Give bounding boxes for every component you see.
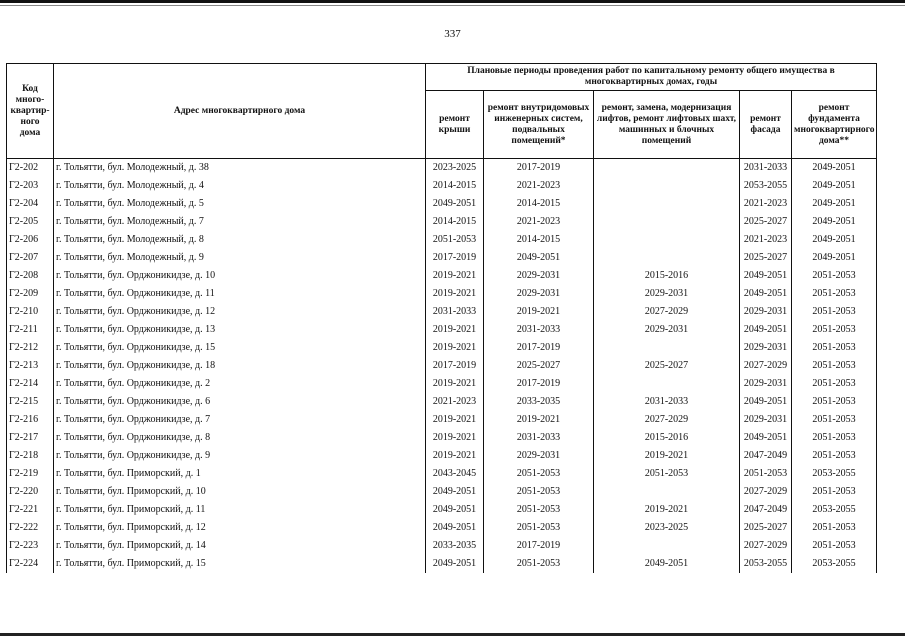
cell-address: г. Тольятти, бул. Орджоникидзе, д. 7 bbox=[54, 411, 426, 429]
cell-address: г. Тольятти, бул. Приморский, д. 11 bbox=[54, 501, 426, 519]
cell-systems: 2029-2031 bbox=[484, 447, 594, 465]
cell-systems: 2051-2053 bbox=[484, 555, 594, 573]
cell-systems: 2021-2023 bbox=[484, 213, 594, 231]
cell-systems: 2017-2019 bbox=[484, 375, 594, 393]
table-row bbox=[7, 411, 877, 429]
cell-systems: 2051-2053 bbox=[484, 519, 594, 537]
cell-facade: 2047-2049 bbox=[740, 501, 792, 519]
cell-address: г. Тольятти, бул. Орджоникидзе, д. 15 bbox=[54, 339, 426, 357]
table-row bbox=[7, 501, 877, 519]
cell-code: Г2-215 bbox=[7, 393, 54, 411]
cell-lifts bbox=[594, 249, 740, 267]
cell-lifts bbox=[594, 213, 740, 231]
table-header bbox=[7, 64, 877, 159]
cell-code: Г2-205 bbox=[7, 213, 54, 231]
cell-address: г. Тольятти, бул. Приморский, д. 10 bbox=[54, 483, 426, 501]
header-roof-repair: ремонт крыши bbox=[426, 91, 484, 159]
cell-roof: 2049-2051 bbox=[426, 519, 484, 537]
cell-facade: 2021-2023 bbox=[740, 231, 792, 249]
cell-systems: 2017-2019 bbox=[484, 339, 594, 357]
table-row bbox=[7, 177, 877, 195]
cell-address: г. Тольятти, бул. Орджоникидзе, д. 6 bbox=[54, 393, 426, 411]
cell-lifts: 2027-2029 bbox=[594, 303, 740, 321]
cell-foundation: 2051-2053 bbox=[792, 537, 877, 555]
cell-facade: 2049-2051 bbox=[740, 393, 792, 411]
bottom-rule bbox=[0, 633, 905, 636]
cell-code: Г2-221 bbox=[7, 501, 54, 519]
cell-lifts bbox=[594, 339, 740, 357]
cell-code: Г2-222 bbox=[7, 519, 54, 537]
cell-code: Г2-207 bbox=[7, 249, 54, 267]
table-row bbox=[7, 555, 877, 573]
table-row bbox=[7, 321, 877, 339]
cell-roof: 2017-2019 bbox=[426, 357, 484, 375]
cell-lifts bbox=[594, 159, 740, 178]
cell-foundation: 2049-2051 bbox=[792, 249, 877, 267]
cell-systems: 2017-2019 bbox=[484, 159, 594, 178]
cell-facade: 2029-2031 bbox=[740, 375, 792, 393]
cell-roof: 2033-2035 bbox=[426, 537, 484, 555]
cell-lifts: 2029-2031 bbox=[594, 321, 740, 339]
cell-foundation: 2049-2051 bbox=[792, 159, 877, 178]
cell-code: Г2-211 bbox=[7, 321, 54, 339]
table-row bbox=[7, 267, 877, 285]
cell-facade: 2027-2029 bbox=[740, 357, 792, 375]
cell-facade: 2025-2027 bbox=[740, 249, 792, 267]
cell-address: г. Тольятти, бул. Молодежный, д. 8 bbox=[54, 231, 426, 249]
cell-facade: 2025-2027 bbox=[740, 519, 792, 537]
cell-systems: 2049-2051 bbox=[484, 249, 594, 267]
cell-address: г. Тольятти, бул. Молодежный, д. 7 bbox=[54, 213, 426, 231]
table-row bbox=[7, 357, 877, 375]
table-row bbox=[7, 519, 877, 537]
cell-foundation: 2051-2053 bbox=[792, 411, 877, 429]
cell-address: г. Тольятти, бул. Орджоникидзе, д. 13 bbox=[54, 321, 426, 339]
cell-roof: 2043-2045 bbox=[426, 465, 484, 483]
top-rule bbox=[0, 0, 905, 3]
cell-foundation: 2051-2053 bbox=[792, 393, 877, 411]
cell-roof: 2017-2019 bbox=[426, 249, 484, 267]
cell-code: Г2-216 bbox=[7, 411, 54, 429]
cell-lifts bbox=[594, 537, 740, 555]
cell-facade: 2021-2023 bbox=[740, 195, 792, 213]
cell-address: г. Тольятти, бул. Молодежный, д. 38 bbox=[54, 159, 426, 178]
cell-address: г. Тольятти, бул. Орджоникидзе, д. 18 bbox=[54, 357, 426, 375]
cell-foundation: 2053-2055 bbox=[792, 501, 877, 519]
cell-lifts: 2051-2053 bbox=[594, 465, 740, 483]
cell-lifts: 2023-2025 bbox=[594, 519, 740, 537]
cell-systems: 2031-2033 bbox=[484, 321, 594, 339]
cell-roof: 2019-2021 bbox=[426, 411, 484, 429]
cell-lifts bbox=[594, 231, 740, 249]
cell-systems: 2019-2021 bbox=[484, 303, 594, 321]
header-code-line: дома bbox=[19, 127, 41, 138]
table-row bbox=[7, 537, 877, 555]
cell-code: Г2-204 bbox=[7, 195, 54, 213]
cell-lifts: 2049-2051 bbox=[594, 555, 740, 573]
cell-code: Г2-203 bbox=[7, 177, 54, 195]
cell-facade: 2027-2029 bbox=[740, 537, 792, 555]
cell-roof: 2019-2021 bbox=[426, 429, 484, 447]
table-row bbox=[7, 429, 877, 447]
cell-systems: 2033-2035 bbox=[484, 393, 594, 411]
cell-roof: 2019-2021 bbox=[426, 267, 484, 285]
cell-roof: 2019-2021 bbox=[426, 321, 484, 339]
cell-address: г. Тольятти, бул. Орджоникидзе, д. 2 bbox=[54, 375, 426, 393]
top-rule-thin bbox=[0, 5, 905, 6]
cell-address: г. Тольятти, бул. Орджоникидзе, д. 9 bbox=[54, 447, 426, 465]
header-lifts: ремонт, замена, модернизация лифтов, ремонт лифтовых шахт, машинных и блочных помещений bbox=[594, 91, 740, 159]
cell-systems: 2051-2053 bbox=[484, 483, 594, 501]
cell-lifts: 2025-2027 bbox=[594, 357, 740, 375]
cell-code: Г2-208 bbox=[7, 267, 54, 285]
cell-roof: 2051-2053 bbox=[426, 231, 484, 249]
cell-address: г. Тольятти, бул. Приморский, д. 15 bbox=[54, 555, 426, 573]
cell-code: Г2-224 bbox=[7, 555, 54, 573]
cell-systems: 2019-2021 bbox=[484, 411, 594, 429]
header-code bbox=[7, 64, 54, 159]
cell-code: Г2-209 bbox=[7, 285, 54, 303]
table-row bbox=[7, 393, 877, 411]
cell-foundation: 2051-2053 bbox=[792, 447, 877, 465]
cell-foundation: 2049-2051 bbox=[792, 195, 877, 213]
table-row bbox=[7, 231, 877, 249]
cell-lifts: 2019-2021 bbox=[594, 501, 740, 519]
cell-facade: 2053-2055 bbox=[740, 177, 792, 195]
cell-address: г. Тольятти, бул. Молодежный, д. 5 bbox=[54, 195, 426, 213]
cell-facade: 2029-2031 bbox=[740, 303, 792, 321]
cell-code: Г2-219 bbox=[7, 465, 54, 483]
cell-foundation: 2051-2053 bbox=[792, 285, 877, 303]
cell-code: Г2-210 bbox=[7, 303, 54, 321]
cell-facade: 2051-2053 bbox=[740, 465, 792, 483]
cell-address: г. Тольятти, бул. Приморский, д. 14 bbox=[54, 537, 426, 555]
cell-facade: 2049-2051 bbox=[740, 267, 792, 285]
cell-code: Г2-217 bbox=[7, 429, 54, 447]
header-code-line: ного bbox=[20, 116, 40, 127]
cell-roof: 2019-2021 bbox=[426, 375, 484, 393]
cell-lifts: 2031-2033 bbox=[594, 393, 740, 411]
cell-foundation: 2051-2053 bbox=[792, 483, 877, 501]
cell-systems: 2051-2053 bbox=[484, 501, 594, 519]
cell-address: г. Тольятти, бул. Приморский, д. 1 bbox=[54, 465, 426, 483]
cell-address: г. Тольятти, бул. Орджоникидзе, д. 8 bbox=[54, 429, 426, 447]
cell-foundation: 2051-2053 bbox=[792, 339, 877, 357]
cell-facade: 2027-2029 bbox=[740, 483, 792, 501]
table-row bbox=[7, 213, 877, 231]
cell-roof: 2021-2023 bbox=[426, 393, 484, 411]
table-row bbox=[7, 483, 877, 501]
cell-lifts: 2015-2016 bbox=[594, 429, 740, 447]
table-row bbox=[7, 195, 877, 213]
cell-foundation: 2049-2051 bbox=[792, 177, 877, 195]
header-address: Адрес многоквартирного дома bbox=[54, 64, 426, 159]
table-row bbox=[7, 465, 877, 483]
cell-facade: 2047-2049 bbox=[740, 447, 792, 465]
cell-code: Г2-220 bbox=[7, 483, 54, 501]
table-row bbox=[7, 447, 877, 465]
cell-lifts: 2019-2021 bbox=[594, 447, 740, 465]
header-planned-periods: Плановые периоды проведения работ по капитальному ремонту общего имущества в многоквартирных домах, годы bbox=[426, 64, 877, 91]
cell-roof: 2049-2051 bbox=[426, 555, 484, 573]
cell-facade: 2049-2051 bbox=[740, 285, 792, 303]
cell-code: Г2-212 bbox=[7, 339, 54, 357]
cell-lifts bbox=[594, 483, 740, 501]
cell-foundation: 2051-2053 bbox=[792, 519, 877, 537]
cell-foundation: 2051-2053 bbox=[792, 303, 877, 321]
cell-address: г. Тольятти, бул. Молодежный, д. 9 bbox=[54, 249, 426, 267]
cell-address: г. Тольятти, бул. Орджоникидзе, д. 11 bbox=[54, 285, 426, 303]
cell-code: Г2-218 bbox=[7, 447, 54, 465]
table-row bbox=[7, 285, 877, 303]
cell-systems: 2051-2053 bbox=[484, 465, 594, 483]
cell-systems: 2025-2027 bbox=[484, 357, 594, 375]
cell-lifts: 2029-2031 bbox=[594, 285, 740, 303]
cell-foundation: 2051-2053 bbox=[792, 321, 877, 339]
header-code-line: квартир- bbox=[10, 105, 50, 116]
cell-lifts bbox=[594, 195, 740, 213]
header-engineering-systems: ремонт внутридомовых инженерных систем, подвальных помещений* bbox=[484, 91, 594, 159]
cell-systems: 2014-2015 bbox=[484, 195, 594, 213]
page-number: 337 bbox=[444, 28, 461, 40]
cell-systems: 2031-2033 bbox=[484, 429, 594, 447]
header-code-line: Код bbox=[22, 83, 38, 94]
cell-lifts bbox=[594, 177, 740, 195]
header-foundation: ремонт фундамента многоквартирного дома** bbox=[792, 91, 877, 159]
cell-roof: 2049-2051 bbox=[426, 195, 484, 213]
renovation-schedule-table bbox=[6, 63, 877, 573]
cell-facade: 2031-2033 bbox=[740, 159, 792, 178]
cell-facade: 2049-2051 bbox=[740, 321, 792, 339]
cell-facade: 2053-2055 bbox=[740, 555, 792, 573]
table-row bbox=[7, 303, 877, 321]
cell-foundation: 2051-2053 bbox=[792, 429, 877, 447]
cell-lifts: 2027-2029 bbox=[594, 411, 740, 429]
table-body bbox=[7, 159, 877, 574]
cell-foundation: 2053-2055 bbox=[792, 465, 877, 483]
cell-facade: 2029-2031 bbox=[740, 339, 792, 357]
table-row bbox=[7, 375, 877, 393]
cell-roof: 2031-2033 bbox=[426, 303, 484, 321]
cell-address: г. Тольятти, бул. Орджоникидзе, д. 12 bbox=[54, 303, 426, 321]
cell-lifts: 2015-2016 bbox=[594, 267, 740, 285]
cell-roof: 2049-2051 bbox=[426, 501, 484, 519]
table-row bbox=[7, 339, 877, 357]
cell-foundation: 2051-2053 bbox=[792, 267, 877, 285]
cell-roof: 2019-2021 bbox=[426, 339, 484, 357]
cell-facade: 2029-2031 bbox=[740, 411, 792, 429]
cell-foundation: 2049-2051 bbox=[792, 231, 877, 249]
cell-roof: 2014-2015 bbox=[426, 177, 484, 195]
cell-code: Г2-206 bbox=[7, 231, 54, 249]
cell-roof: 2019-2021 bbox=[426, 285, 484, 303]
cell-roof: 2023-2025 bbox=[426, 159, 484, 178]
cell-systems: 2029-2031 bbox=[484, 267, 594, 285]
cell-systems: 2017-2019 bbox=[484, 537, 594, 555]
cell-code: Г2-213 bbox=[7, 357, 54, 375]
cell-address: г. Тольятти, бул. Орджоникидзе, д. 10 bbox=[54, 267, 426, 285]
header-code-line: много- bbox=[15, 94, 45, 105]
cell-foundation: 2049-2051 bbox=[792, 213, 877, 231]
cell-code: Г2-223 bbox=[7, 537, 54, 555]
cell-systems: 2021-2023 bbox=[484, 177, 594, 195]
cell-systems: 2014-2015 bbox=[484, 231, 594, 249]
table-row bbox=[7, 159, 877, 178]
cell-roof: 2049-2051 bbox=[426, 483, 484, 501]
table-row bbox=[7, 249, 877, 267]
cell-code: Г2-214 bbox=[7, 375, 54, 393]
cell-lifts bbox=[594, 375, 740, 393]
header-facade: ремонт фасада bbox=[740, 91, 792, 159]
cell-systems: 2029-2031 bbox=[484, 285, 594, 303]
cell-foundation: 2051-2053 bbox=[792, 357, 877, 375]
cell-foundation: 2053-2055 bbox=[792, 555, 877, 573]
cell-address: г. Тольятти, бул. Молодежный, д. 4 bbox=[54, 177, 426, 195]
cell-facade: 2025-2027 bbox=[740, 213, 792, 231]
cell-foundation: 2051-2053 bbox=[792, 375, 877, 393]
cell-roof: 2014-2015 bbox=[426, 213, 484, 231]
cell-roof: 2019-2021 bbox=[426, 447, 484, 465]
cell-facade: 2049-2051 bbox=[740, 429, 792, 447]
cell-code: Г2-202 bbox=[7, 159, 54, 178]
cell-address: г. Тольятти, бул. Приморский, д. 12 bbox=[54, 519, 426, 537]
